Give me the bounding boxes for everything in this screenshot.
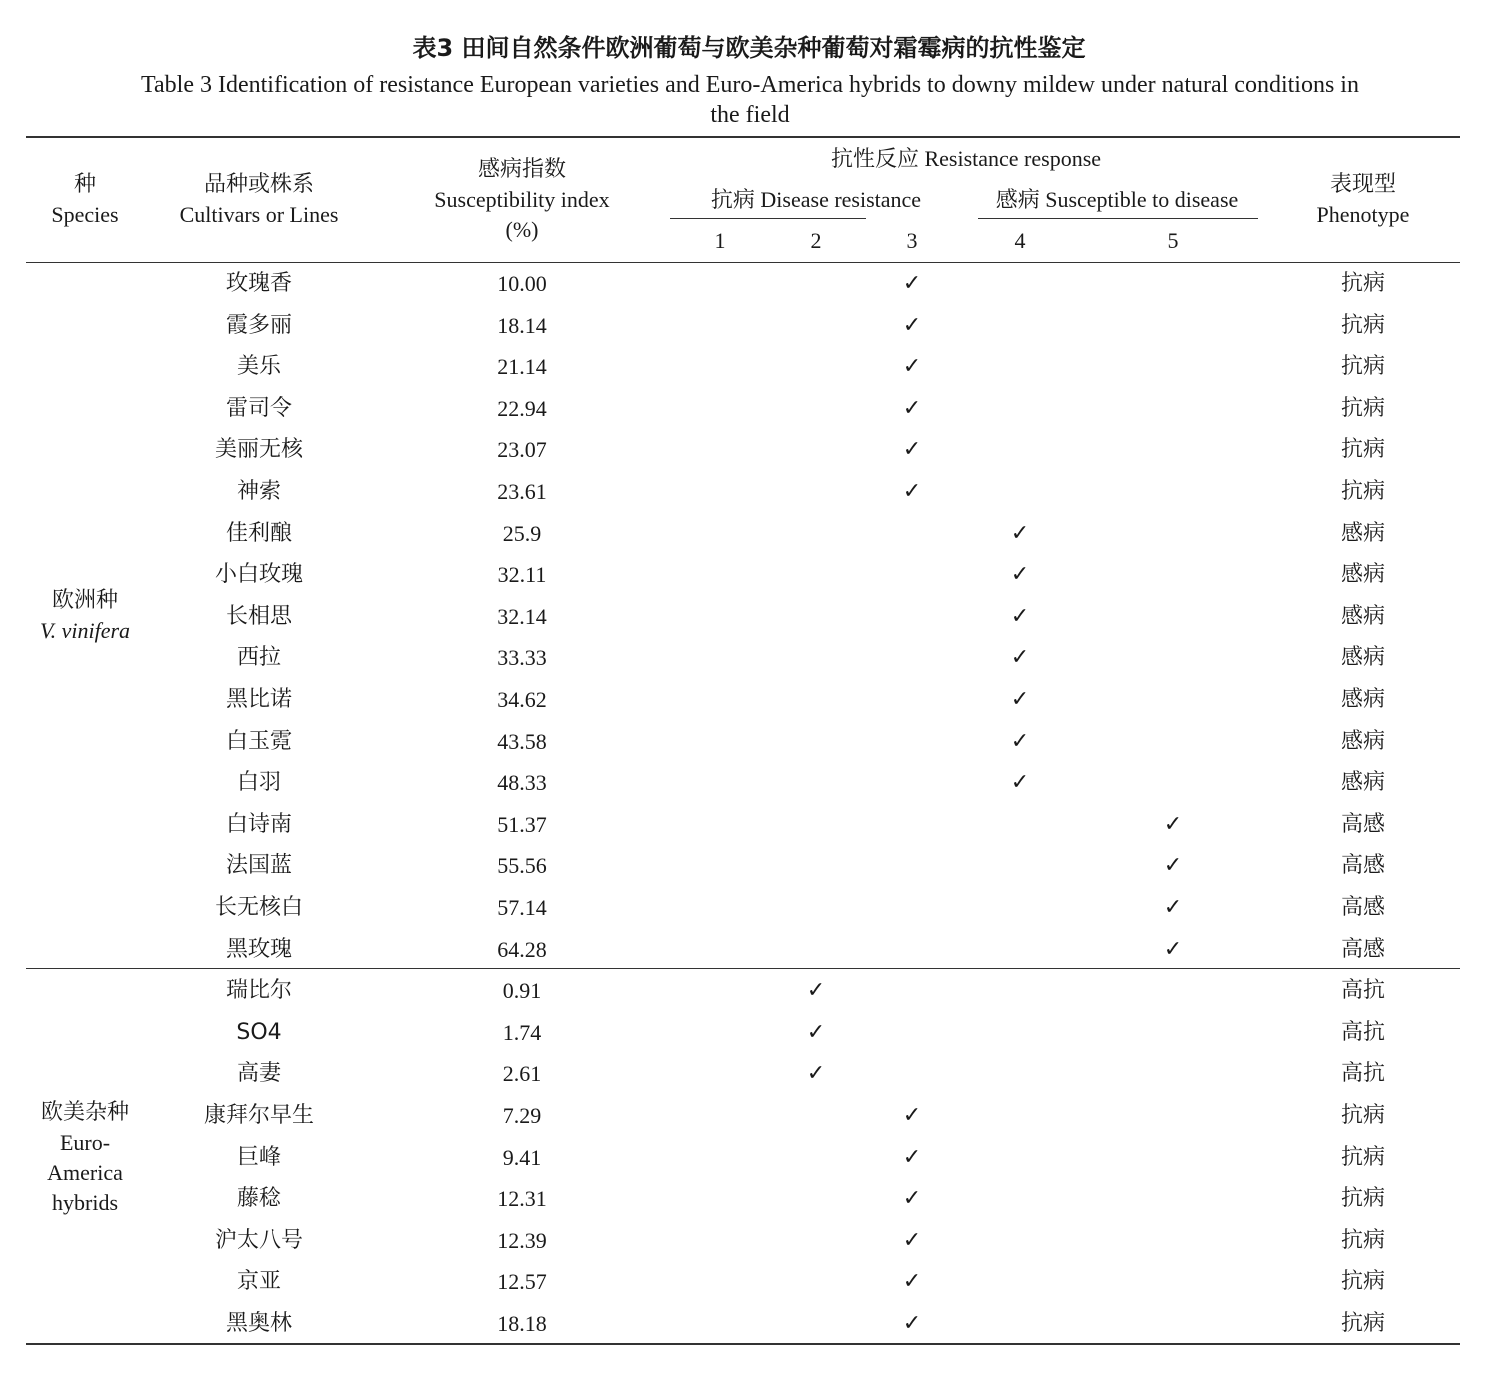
cultivar-name: 高妻 <box>236 1061 281 1087</box>
table-title-english: Table 3 Identification of resistance European varieties and Euro-America hybrids to downy mildew under natural conditions in the field <box>141 72 1359 128</box>
header-resistance-response <box>670 144 1262 174</box>
header-response-label: 抗性反应 Resistance response <box>830 146 1102 171</box>
header-phenotype <box>1270 170 1456 230</box>
header-cultivar-en: Cultivars or Lines <box>179 202 339 227</box>
species-hybrids-en-1: Euro- <box>59 1130 111 1155</box>
phenotype-value: 抗病 <box>1340 1186 1385 1212</box>
phenotype-value: 抗病 <box>1340 437 1385 463</box>
header-resist-label: 抗病 Disease resistance <box>710 187 922 212</box>
susceptible-underline <box>978 218 1258 219</box>
phenotype-value: 抗病 <box>1340 1311 1385 1336</box>
susceptibility-index: 57.14 <box>497 895 547 920</box>
cultivar-name: 黑奥林 <box>225 1311 292 1336</box>
species-hybrids <box>26 1098 144 1218</box>
cultivar-name: 美乐 <box>236 354 281 380</box>
phenotype-value: 高抗 <box>1340 1061 1385 1087</box>
header-grade-4: 4 <box>1014 228 1026 253</box>
header-grade-3: 3 <box>906 228 918 253</box>
phenotype-value: 抗病 <box>1340 312 1385 338</box>
cultivar-name: 黑比诺 <box>225 687 292 712</box>
check-icon: ✓ <box>1163 895 1183 920</box>
check-icon: ✓ <box>902 1311 922 1336</box>
header-species-cn: 种 <box>73 172 96 197</box>
header-cultivar-cn: 品种或株系 <box>203 172 314 197</box>
check-icon: ✓ <box>902 1103 922 1128</box>
check-icon: ✓ <box>1010 603 1030 629</box>
check-icon: ✓ <box>902 271 922 296</box>
phenotype-value: 抗病 <box>1340 395 1385 421</box>
header-index-cn: 感病指数 <box>477 157 566 182</box>
header-grade-5: 5 <box>1167 228 1179 253</box>
phenotype-value: 感病 <box>1340 603 1385 629</box>
cultivar-name: 京亚 <box>236 1269 281 1295</box>
susceptibility-index: 7.29 <box>502 1103 542 1128</box>
header-cultivar <box>150 170 368 230</box>
check-icon: ✓ <box>1010 562 1030 588</box>
cultivar-name: SO4 <box>236 1019 282 1045</box>
phenotype-value: 高感 <box>1340 936 1385 962</box>
susceptibility-index: 0.91 <box>502 978 542 1004</box>
susceptibility-index: 32.14 <box>497 603 547 629</box>
susceptibility-index: 21.14 <box>497 354 547 380</box>
species-vinifera <box>26 586 144 646</box>
check-icon: ✓ <box>1010 770 1030 796</box>
species-vinifera-cn: 欧洲种 <box>51 588 118 613</box>
check-icon: ✓ <box>902 1269 922 1295</box>
cultivar-name: 白玉霓 <box>225 728 292 754</box>
check-icon: ✓ <box>902 395 922 421</box>
cultivar-name: 藤稔 <box>236 1186 281 1212</box>
check-icon: ✓ <box>902 437 922 463</box>
check-icon: ✓ <box>902 354 922 380</box>
table-title-chinese: 表3 田间自然条件欧洲葡萄与欧美杂种葡萄对霜霉病的抗性鉴定 <box>412 34 1086 62</box>
check-icon: ✓ <box>1010 687 1030 712</box>
check-icon: ✓ <box>806 978 826 1004</box>
species-vinifera-en: V. vinifera <box>39 618 131 643</box>
susceptibility-index: 12.57 <box>497 1269 547 1295</box>
check-icon: ✓ <box>806 1019 826 1045</box>
cultivar-name: 法国蓝 <box>225 853 292 879</box>
phenotype-value: 抗病 <box>1340 354 1385 380</box>
species-hybrids-cn: 欧美杂种 <box>40 1100 129 1125</box>
check-icon: ✓ <box>902 1186 922 1212</box>
check-icon: ✓ <box>1010 520 1030 546</box>
susceptibility-index: 43.58 <box>497 728 547 754</box>
susceptibility-index: 64.28 <box>497 936 547 962</box>
cultivar-name: 美丽无核 <box>214 437 303 463</box>
susceptibility-index: 18.18 <box>497 1311 547 1336</box>
check-icon: ✓ <box>1010 645 1030 671</box>
cultivar-name: 佳利酿 <box>225 520 292 546</box>
phenotype-value: 高感 <box>1340 895 1385 920</box>
susceptibility-index: 51.37 <box>497 811 547 837</box>
phenotype-value: 抗病 <box>1340 1227 1385 1253</box>
phenotype-value: 感病 <box>1340 520 1385 546</box>
susceptibility-index: 2.61 <box>502 1061 542 1087</box>
header-index-en: Susceptibility index <box>434 187 610 212</box>
header-phenotype-en: Phenotype <box>1316 202 1410 227</box>
check-icon: ✓ <box>902 1144 922 1170</box>
cultivar-name: 白羽 <box>236 770 281 796</box>
check-icon: ✓ <box>902 312 922 338</box>
cultivar-name: 霞多丽 <box>225 312 292 338</box>
check-icon: ✓ <box>1163 936 1183 962</box>
phenotype-value: 抗病 <box>1340 1144 1385 1170</box>
susceptibility-index: 10.00 <box>497 271 547 296</box>
phenotype-value: 感病 <box>1340 687 1385 712</box>
cultivar-name: 康拜尔早生 <box>203 1103 314 1128</box>
phenotype-value: 抗病 <box>1340 1269 1385 1295</box>
phenotype-value: 感病 <box>1340 645 1385 671</box>
cultivar-name: 瑞比尔 <box>225 978 292 1004</box>
header-index <box>400 155 644 245</box>
header-disease-resistance <box>670 185 962 215</box>
species-hybrids-en-2: America <box>47 1160 123 1185</box>
resistance-underline <box>670 218 866 219</box>
phenotype-value: 抗病 <box>1340 271 1385 296</box>
cultivar-name: 长无核白 <box>214 895 303 920</box>
check-icon: ✓ <box>902 1227 922 1253</box>
check-icon: ✓ <box>1010 728 1030 754</box>
bottom-rule <box>26 1343 1460 1345</box>
group-separator-rule <box>26 968 1460 969</box>
susceptibility-index: 12.39 <box>497 1227 547 1253</box>
header-grade-1: 1 <box>714 228 726 253</box>
phenotype-value: 抗病 <box>1340 479 1385 504</box>
header-phenotype-cn: 表现型 <box>1329 172 1396 197</box>
phenotype-value: 高抗 <box>1340 978 1385 1004</box>
cultivar-name: 白诗南 <box>225 811 292 837</box>
susceptibility-index: 25.9 <box>502 520 542 546</box>
susceptibility-index: 33.33 <box>497 645 547 671</box>
header-species <box>26 170 144 230</box>
cultivar-name: 西拉 <box>236 645 281 671</box>
header-grade-2: 2 <box>810 228 822 253</box>
susceptibility-index: 18.14 <box>497 312 547 338</box>
phenotype-value: 感病 <box>1340 728 1385 754</box>
check-icon: ✓ <box>1163 811 1183 837</box>
cultivar-name: 小白玫瑰 <box>214 562 303 588</box>
header-index-unit: (%) <box>505 217 539 242</box>
header-species-en: Species <box>51 202 119 227</box>
phenotype-value: 感病 <box>1340 562 1385 588</box>
susceptibility-index: 23.07 <box>497 437 547 463</box>
header-susceptible <box>972 185 1262 215</box>
cultivar-name: 巨峰 <box>236 1144 281 1170</box>
susceptibility-index: 23.61 <box>497 479 547 504</box>
susceptibility-index: 32.11 <box>497 562 547 588</box>
cultivar-name: 雷司令 <box>225 395 292 421</box>
cultivar-name: 神索 <box>236 479 281 504</box>
susceptibility-index: 34.62 <box>497 687 547 712</box>
susceptibility-index: 55.56 <box>497 853 547 879</box>
cultivar-name: 玫瑰香 <box>225 271 292 296</box>
susceptibility-index: 12.31 <box>497 1186 547 1212</box>
species-hybrids-en-3: hybrids <box>52 1190 118 1215</box>
cultivar-name: 黑玫瑰 <box>225 936 292 962</box>
susceptibility-index: 9.41 <box>502 1144 542 1170</box>
cultivar-name: 长相思 <box>225 603 292 629</box>
check-icon: ✓ <box>902 479 922 504</box>
phenotype-value: 感病 <box>1340 770 1385 796</box>
susceptibility-index: 48.33 <box>497 770 547 796</box>
check-icon: ✓ <box>1163 853 1183 879</box>
cultivar-name: 沪太八号 <box>214 1227 303 1253</box>
susceptibility-index: 1.74 <box>502 1019 542 1045</box>
susceptibility-index: 22.94 <box>497 395 547 421</box>
top-rule <box>26 136 1460 138</box>
phenotype-value: 抗病 <box>1340 1103 1385 1128</box>
phenotype-value: 高抗 <box>1340 1019 1385 1045</box>
header-suscept-label: 感病 Susceptible to disease <box>995 187 1239 212</box>
phenotype-value: 高感 <box>1340 811 1385 837</box>
phenotype-value: 高感 <box>1340 853 1385 879</box>
check-icon: ✓ <box>806 1061 826 1087</box>
